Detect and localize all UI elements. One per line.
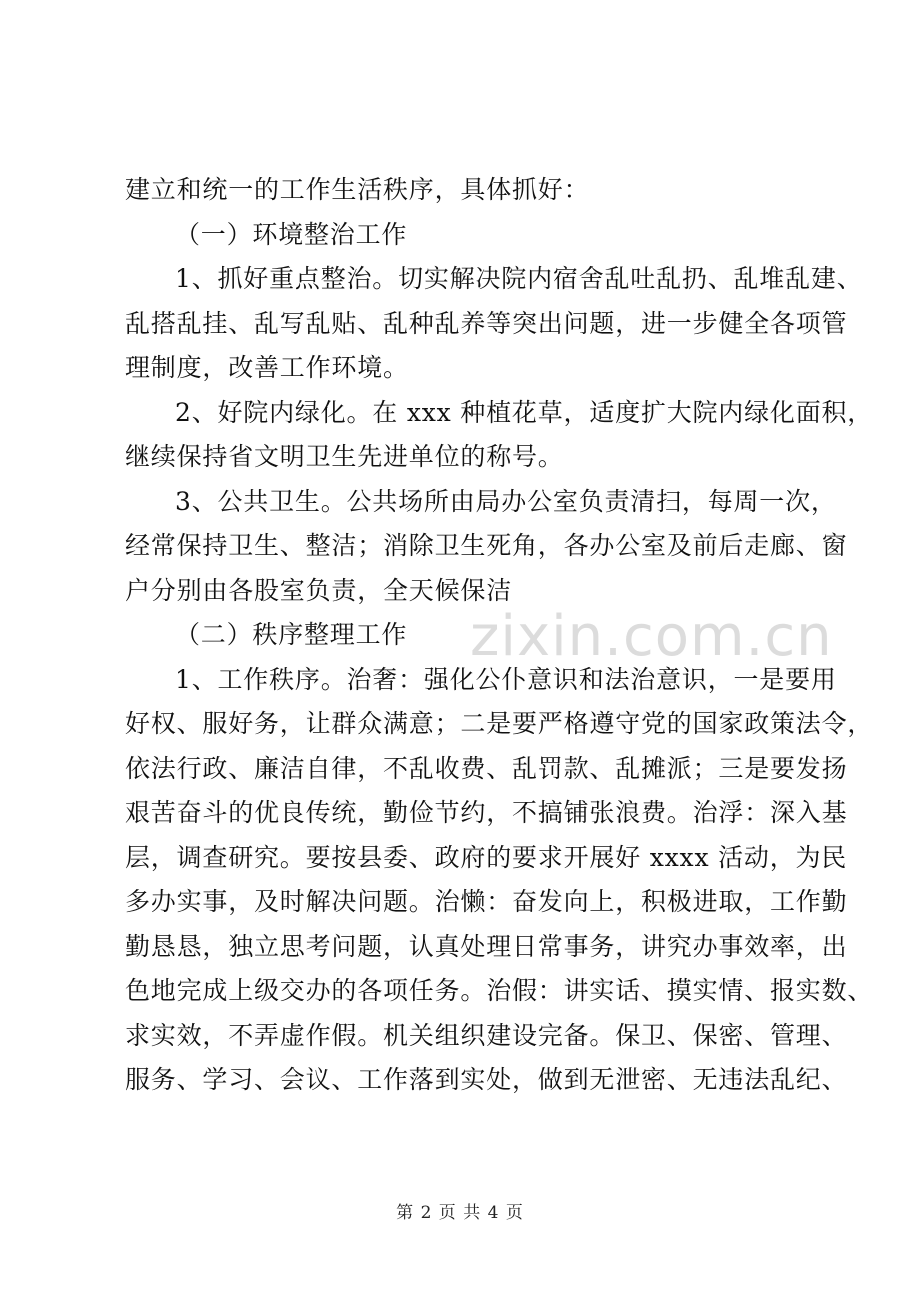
body-line: 求实效，不弄虚作假。机关组织建设完备。保卫、保密、管理、 [125,1020,848,1050]
watermark: zixin.com.cn [470,604,833,669]
body-line: 好权、服好务，让群众满意；二是要严格遵守党的国家政策法令， [125,709,874,738]
body-line: 继续保持省文明卫生先进单位的称号。 [125,442,564,471]
section-heading-environment: （一）环境整治工作 [175,219,408,249]
body-line: 经常保持卫生、整洁；消除卫生死角，各办公室及前后走廊、窗 [125,531,848,560]
page-number-footer: 第 2 页 共 4 页 [396,1203,524,1223]
body-line: 乱搭乱挂、乱写乱贴、乱种乱养等突出问题，进一步健全各项管 [125,308,848,338]
body-line: 建立和统一的工作生活秩序，具体抓好： [125,175,590,204]
body-line: 艰苦奋斗的优良传统，勤俭节约，不搞铺张浪费。治浮：深入基 [125,798,848,827]
body-line: 3、公共卫生。公共场所由局办公室负责清扫，每周一次， [175,486,837,516]
body-line: 2、好院内绿化。在 xxx 种植花草，适度扩大院内绿化面积， [175,397,874,427]
body-line: 户分别由各股室负责，全天候保洁 [125,575,513,605]
body-line: 理制度，改善工作环境。 [125,353,409,382]
body-line: 1、抓好重点整治。切实解决院内宿舍乱吐乱扔、乱堆乱建、 [175,264,863,293]
body-line: 层，调查研究。要按县委、政府的要求开展好 xxxx 活动，为民 [125,842,848,872]
body-line: 1、工作秩序。治奢：强化公仆意识和法治意识，一是要用 [175,664,837,694]
section-heading-order: （二）秩序整理工作 [175,620,408,649]
body-line: 依法行政、廉洁自律，不乱收费、乱罚款、乱摊派；三是要发扬 [125,753,848,783]
body-line: 勤恳恳，独立思考问题，认真处理日常事务，讲究办事效率，出 [125,931,848,961]
body-line: 色地完成上级交办的各项任务。治假：讲实话、摸实情、报实数、 [125,976,874,1005]
body-line: 服务、学习、会议、工作落到实处，做到无泄密、无违法乱纪、 [125,1065,848,1094]
body-line: 多办实事，及时解决问题。治懒：奋发向上，积极进取，工作勤 [125,887,848,916]
